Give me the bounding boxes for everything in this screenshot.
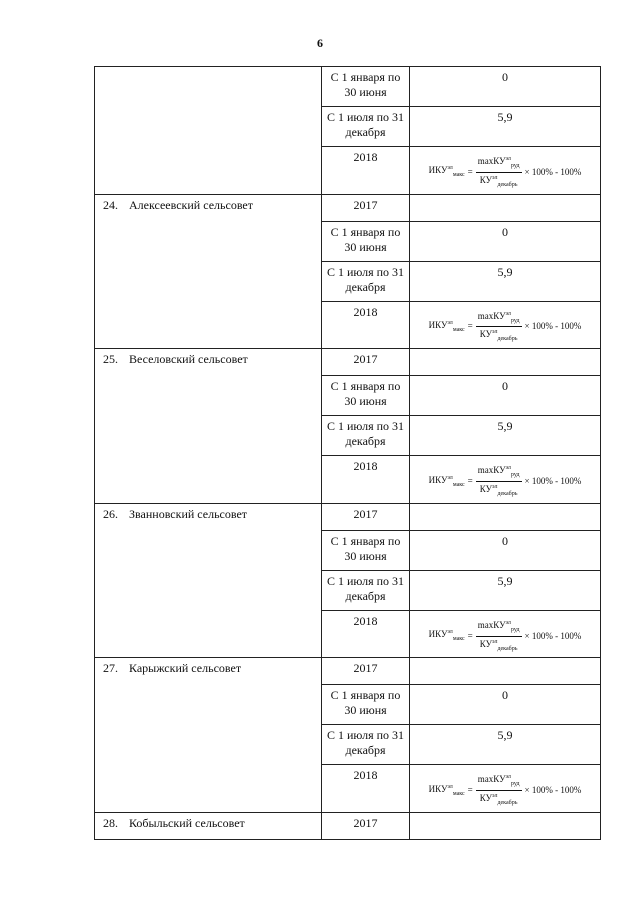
table-row	[95, 812, 601, 839]
formula-cell	[410, 147, 601, 195]
year-cell: 2018	[322, 456, 410, 504]
formula-numerator: maxКУ$^{эл}_{руд}$	[476, 154, 522, 173]
period-cell: С 1 июля по 31 декабря	[322, 261, 410, 301]
year-cell: 2017	[322, 349, 410, 376]
formula-lhs: $ИКУ^{эл}_{макс}$	[428, 783, 465, 797]
period-cell: С 1 июля по 31 декабря	[322, 570, 410, 610]
tariff-increase-formula	[429, 309, 582, 346]
formula-numerator: maxКУ$^{эл}_{руд}$	[476, 463, 522, 482]
settlement-name-cell	[95, 349, 322, 504]
formula-numerator: maxКУ$^{эл}_{руд}$	[476, 772, 522, 791]
period-cell: С 1 июля по 31 декабря	[322, 107, 410, 147]
formula-lhs: $ИКУ^{эл}_{макс}$	[428, 629, 465, 642]
year-cell: 2018	[322, 147, 410, 195]
formula-denominator: $КУ^{эл}_{декабрь}$	[479, 174, 518, 188]
value-cell: 0	[410, 530, 601, 570]
year-cell: 2018	[322, 610, 410, 658]
value-cell: 0	[410, 67, 601, 107]
formula-tail: × 100% - 100%	[524, 630, 582, 641]
formula-fraction	[476, 618, 522, 655]
formula-lhs: $ИКУ^{эл}_{макс}$	[428, 474, 465, 488]
value-cell: 0	[410, 376, 601, 416]
period-cell: С 1 января по 30 июня	[322, 685, 410, 725]
formula-cell	[410, 301, 601, 349]
value-cell: 5,9	[410, 107, 601, 147]
value-cell	[410, 658, 601, 685]
table-row	[95, 349, 601, 376]
period-cell: С 1 января по 30 июня	[322, 221, 410, 261]
period-cell: С 1 января по 30 июня	[322, 530, 410, 570]
settlement-name-cell	[95, 658, 322, 813]
table-row	[95, 194, 601, 221]
settlement-name: Карыжский сельсовет	[129, 661, 242, 676]
year-cell: 2018	[322, 301, 410, 349]
formula-denominator: $КУ^{эл}_{декабрь}$	[479, 329, 518, 343]
formula-lhs: $ИКУ^{эл}_{макс}$	[428, 165, 465, 179]
period-cell: С 1 июля по 31 декабря	[322, 416, 410, 456]
value-cell	[410, 349, 601, 376]
table-row	[95, 503, 601, 530]
value-cell	[410, 812, 601, 839]
formula-numerator: maxКУ$^{эл}_{руд}$	[476, 309, 522, 328]
formula-fraction	[476, 309, 522, 346]
year-cell: 2017	[322, 812, 410, 839]
settlement-name-cell	[95, 812, 322, 839]
formula-cell	[410, 456, 601, 504]
period-cell: С 1 июля по 31 декабря	[322, 725, 410, 765]
formula-equals: =	[467, 475, 473, 486]
formula-fraction	[476, 463, 522, 500]
value-cell: 5,9	[410, 261, 601, 301]
formula-tail: × 100% - 100%	[524, 321, 582, 332]
table-row	[95, 658, 601, 685]
formula-tail: × 100% - 100%	[524, 166, 582, 177]
settlement-name: Веселовский сельсовет	[129, 352, 248, 367]
value-cell: 5,9	[410, 416, 601, 456]
entry-number: 25.	[103, 352, 118, 367]
settlement-name: Званновский сельсовет	[129, 506, 248, 521]
settlement-name: Алексеевский сельсовет	[129, 197, 253, 212]
tariff-increase-formula	[429, 154, 582, 191]
formula-fraction	[476, 154, 522, 191]
tariff-increase-formula	[429, 463, 582, 500]
period-cell: С 1 января по 30 июня	[322, 67, 410, 107]
value-cell: 5,9	[410, 570, 601, 610]
continued-name-cell	[95, 67, 322, 195]
entry-number: 28.	[103, 815, 118, 830]
tariff-increase-formula	[429, 618, 582, 655]
year-cell: 2017	[322, 194, 410, 221]
value-cell: 0	[410, 221, 601, 261]
utility-tariff-table	[94, 66, 601, 840]
formula-lhs: $ИКУ^{эл}_{макс}$	[428, 319, 465, 333]
year-cell: 2018	[322, 765, 410, 813]
formula-tail: × 100% - 100%	[524, 475, 582, 486]
formula-denominator: $КУ^{эл}_{декабрь}$	[479, 638, 518, 652]
formula-cell	[410, 765, 601, 813]
formula-denominator: $КУ^{эл}_{декабрь}$	[479, 483, 518, 497]
formula-tail: × 100% - 100%	[524, 785, 582, 796]
settlement-name: Кобыльский сельсовет	[129, 815, 245, 830]
formula-equals: =	[467, 166, 473, 177]
formula-equals: =	[467, 630, 473, 641]
entry-number: 24.	[103, 197, 118, 212]
year-cell: 2017	[322, 503, 410, 530]
table-body	[95, 67, 601, 840]
entry-number: 27.	[103, 661, 118, 676]
formula-cell	[410, 610, 601, 658]
formula-numerator: maxКУ$^{эл}_{руд}$	[476, 618, 522, 637]
entry-number: 26.	[103, 506, 118, 521]
value-cell	[410, 503, 601, 530]
page-number: 6	[317, 36, 323, 50]
table-row	[95, 67, 601, 107]
tariff-increase-formula	[429, 772, 582, 809]
formula-equals: =	[467, 785, 473, 796]
settlement-name-cell	[95, 503, 322, 658]
value-cell	[410, 194, 601, 221]
formula-denominator: $КУ^{эл}_{декабрь}$	[479, 793, 518, 806]
settlement-name-cell	[95, 194, 322, 349]
year-cell: 2017	[322, 658, 410, 685]
formula-fraction	[476, 772, 522, 809]
value-cell: 0	[410, 685, 601, 725]
period-cell: С 1 января по 30 июня	[322, 376, 410, 416]
formula-equals: =	[467, 321, 473, 332]
value-cell: 5,9	[410, 725, 601, 765]
